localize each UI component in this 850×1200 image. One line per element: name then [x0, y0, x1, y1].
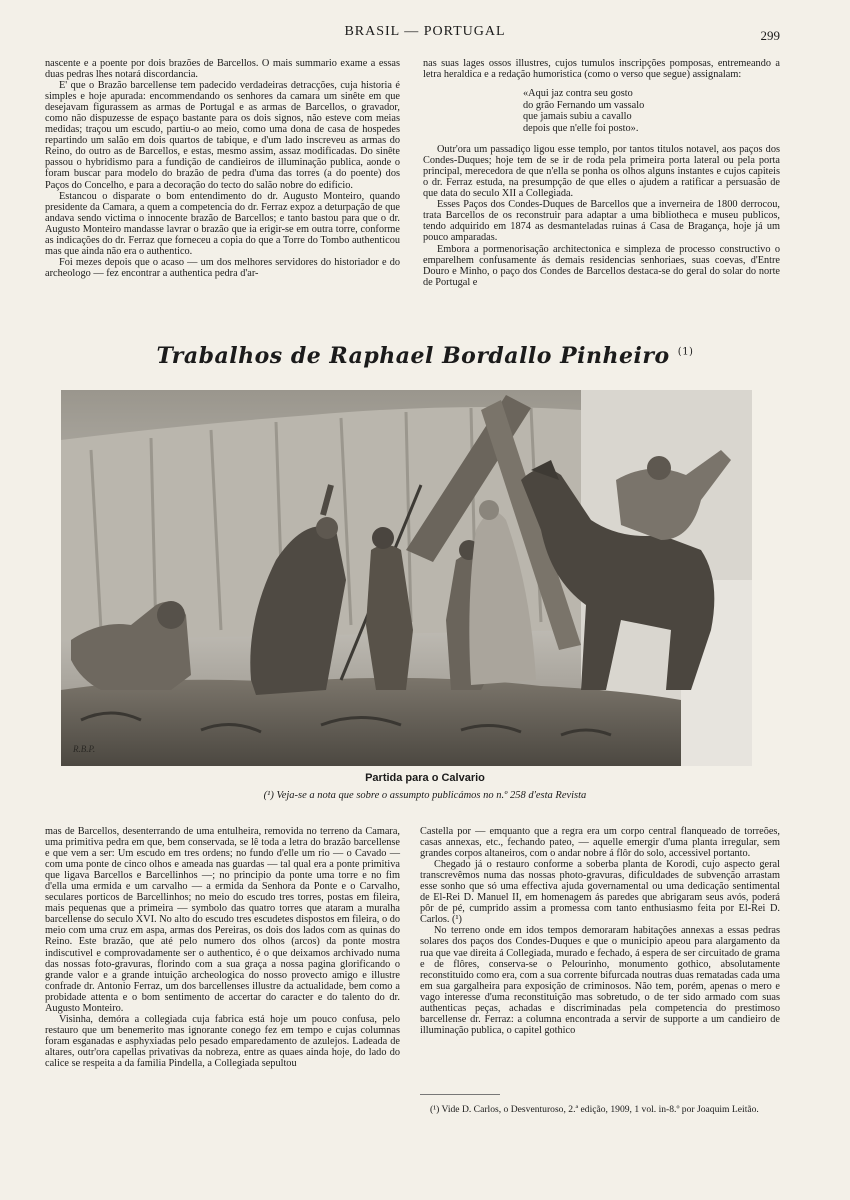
- footnote-rule: [420, 1094, 500, 1095]
- sculpture-photograph: [61, 390, 752, 766]
- verse-line: do grão Fernando um vassalo: [523, 99, 645, 111]
- paragraph: nascente e a poente por dois brazões de Barcellos. O mais summario exame a essas duas pedras lhes notará discordancia.: [45, 58, 400, 81]
- title-note-mark: (1): [677, 346, 694, 358]
- paragraph: Foi mezes depois que o acaso — um dos melhores servidores do historiador e do archeologo — fez encontrar a authentica pedra d'ar-: [45, 256, 400, 279]
- column-bottom-right: [420, 826, 780, 1036]
- verse-line: «Aqui jaz contra seu gosto: [523, 88, 633, 100]
- epitaph-verse: [523, 88, 780, 134]
- paragraph: Outr'ora um passadiço ligou esse templo, por tantos titulos notavel, aos paços dos Condes-Duques; hoje tem de se ir de roda pela primeira porta lateral ou pela porta principal, merecedora de que n'ella se ponha os olhos alguns instantes e cujos capiteis o dr. Ferraz estuda, na presumpção de que elles o ajudem a ratificar a persuasão de que data do seculo XII a Collegiada.: [423, 144, 780, 200]
- paragraph: Embora a pormenorisação architectonica e simpleza de processo constructivo o emparelhem confusamente ás demais residencias senhoriaes, suas coevas, d'Entre Douro e Minho, o paço dos Condes de Barcellos destaca-se do geral do solar do norte de Portugal e: [423, 243, 780, 288]
- footnote: (¹) Vide D. Carlos, o Desventuroso, 2.ª edição, 1909, 1 vol. in-8.º por Joaquim Leitão.: [430, 1104, 759, 1115]
- paragraph: Visinha, demóra a collegiada cuja fabrica está hoje um pouco confusa, pelo restauro que um benemerito mas ignorante conego fez em tempo e cujas columnas foram esganadas e asphyxiadas pelo pesado emparedamento de azulejos. Ladeada de altares, outr'ora capellas privativas da nobreza, entre as quaes ainda hoje, do lado do calice se respeita a da familia Pindella, a Collegiada sepultou: [45, 1013, 400, 1069]
- verse-line: depois que n'elle foi posto».: [523, 122, 639, 134]
- paragraph: nas suas lages ossos illustres, cujos tumulos inscripções pomposas, entremeando a letra heraldica e a redação humoristica (como o verso que segue) assignalam:: [423, 58, 780, 81]
- paragraph: E' que o Brazão barcellense tem padecido verdadeiras detracções, cuja historia é simples e hoje apurada: encommendando os senhores da camara um sinête em que desejavam figurassem as armas de Portugal e as armas de Barcellos, o gravador, como não dispuzesse de espaço bastante para os dois signos, não esteve com meias medidas; traçou um escudo, partiu-o ao meio, como uma dona de casa de hospedes repartindo um salão em dois quartos de tabique, e d'um lado inscreveu as armas do Reino, do outro as de Barcellos, e estas, mesmo assim, assaz modificadas. Do sinête passou o hybridismo para a fundição de candieiros de illuminação publica, aonde o foram buscar para modelo do brazão de pedra d'uma das torres (a do poente) dos Paços do Concelho, e para a decoração do tecto do salão nobre do edificio.: [45, 80, 400, 191]
- paragraph: Chegado já o restauro conforme a soberba planta de Korodi, cujo aspecto geral transcrevêmos numa das nossas photo-gravuras, dificuldades de subvenção arrastam esse sonho que só uma effectiva ajuda governamental ou uma dedicação sentimental de El-Rei D. Manuel II, em homenagem ás paredes que abrigaram seus avós, poderá pôr de pé, cumprido assim a promessa com tanto enthusiasmo feita por El-Rei D. Carlos. (¹): [420, 859, 780, 926]
- paragraph: No terreno onde em idos tempos demoraram habitações annexas a essas pedras solares dos paços dos Condes-Duques e que o municipio apeou para alargamento da rua que vae direita á Collegiada, murado e fechado, á espera de ser circuitado de grama e de flôres, conserva-se o Pelourinho, monumento gothico, absolutamente reconstituido como era, com a sua corrente bifurcada noutras duas rematadas cada uma em sua gargalheira para exposição de criminosos. Não tem, porém, apenas o mero e vago interesse d'uma reconstituição mas sobretudo, o de ter sido armado com suas authenticas peças, achadas e discriminadas pela competencia do prestimoso barcellense dr. Ferraz: a columna encontrada a servir de supporte a um candieiro de illuminação publica, o capitel gothico: [420, 925, 780, 1036]
- section-title-text: Trabalhos de Raphael Bordallo Pinheiro: [156, 343, 670, 369]
- caption-footnote: (¹) Veja-se a nota que sobre o assumpto publicámos no n.º 258 d'esta Revista: [263, 790, 587, 801]
- page-header: [0, 24, 850, 46]
- column-top-right: [423, 58, 780, 288]
- column-top-left: [45, 58, 400, 279]
- photo-signature: R.B.P.: [73, 744, 96, 754]
- photo-caption: Partida para o Calvario: [365, 772, 485, 784]
- paragraph: mas de Barcellos, desenterrando de uma entulheira, removida no terreno da Camara, uma primitiva pedra em que, bem conservada, se lê toda a letra do brazão barcellense e que vem a ser: Um escudo em tres ordens; no fundo d'elle um rio — o Cavado — com uma ponte de cinco olhos e ameada nas guardas — tal qual era a ponte primitiva que ligava Barcellos e Barcellinhos —; no principio da ponte uma torre e no fim d'ella uma ermida e um carvalho — a ermida da Senhora da Ponte e o Carvalho, seculares porticos de Barcellinhos; no meio do escudo tres torres, postas em fileira, mais pequenas que a primeira — symbolo das quatro torres que ataram a muralha barcellense do seculo XVI. No alto do escudo tres escudetes dispostos em fileira, o do meio com uma cruz em aspa, armas dos Pereiras, os dois dos lados com as quinas do Reino. Este brazão, que até pelo numero dos olhos (arcos) da ponte mostra indiscutivel e comprovadamente ser o authentico, é o que deixamos archivado numa das nossas foto-gravuras, florindo com a sua graça a nossa pagina glorificando o grande valor e a grande intuição archeologica do nosso provecto amigo e illustre confrade dr. Antonio Ferraz, um dos barcellenses illustre da actualidade, bem como a probidade attenta e o bom sentimento de accertar do caracter e do talento do dr. Augusto Monteiro.: [45, 826, 400, 1014]
- paragraph: Esses Paços dos Condes-Duques de Barcellos que a inverneira de 1800 derrocou, trata Barcellos de os reconstruir para adaptar a uma bibliotheca e museu publicos, tendo adquirido em 1874 as desmanteladas ruinas á Casa de Bragança, hoje já um pouco amparadas.: [423, 199, 780, 244]
- paragraph: Estancou o disparate o bom entendimento do dr. Augusto Monteiro, quando presidente da Camara, a quem a competencia do dr. Ferraz expoz a deturpação de que andava sendo victima o innocente brazão de Barcellos; e tanto bastou para que o dr. Augusto Monteiro mandasse lavrar o brazão que ia erigir-se em outra torre, conforme as indicações do dr. Ferraz que forneceu a copia do que a Torre do Tombo authenticou mas que ainda não era o authentico.: [45, 190, 400, 257]
- photo-illustration: [61, 390, 752, 766]
- page-number: 299: [760, 28, 780, 43]
- section-title: [0, 343, 850, 369]
- verse-line: que jamais subiu a cavallo: [523, 111, 632, 123]
- running-head: BRASIL — PORTUGAL: [344, 24, 506, 39]
- paragraph: Castella por — emquanto que a regra era um corpo central flanqueado de torreões, casas annexas, etc., fechando pateo, — aquelle emergir d'uma planta irregular, sem grandes corpos altaneiros, com o andar nobre á flôr do solo, accessivel portanto.: [420, 826, 780, 860]
- column-bottom-left: [45, 826, 400, 1069]
